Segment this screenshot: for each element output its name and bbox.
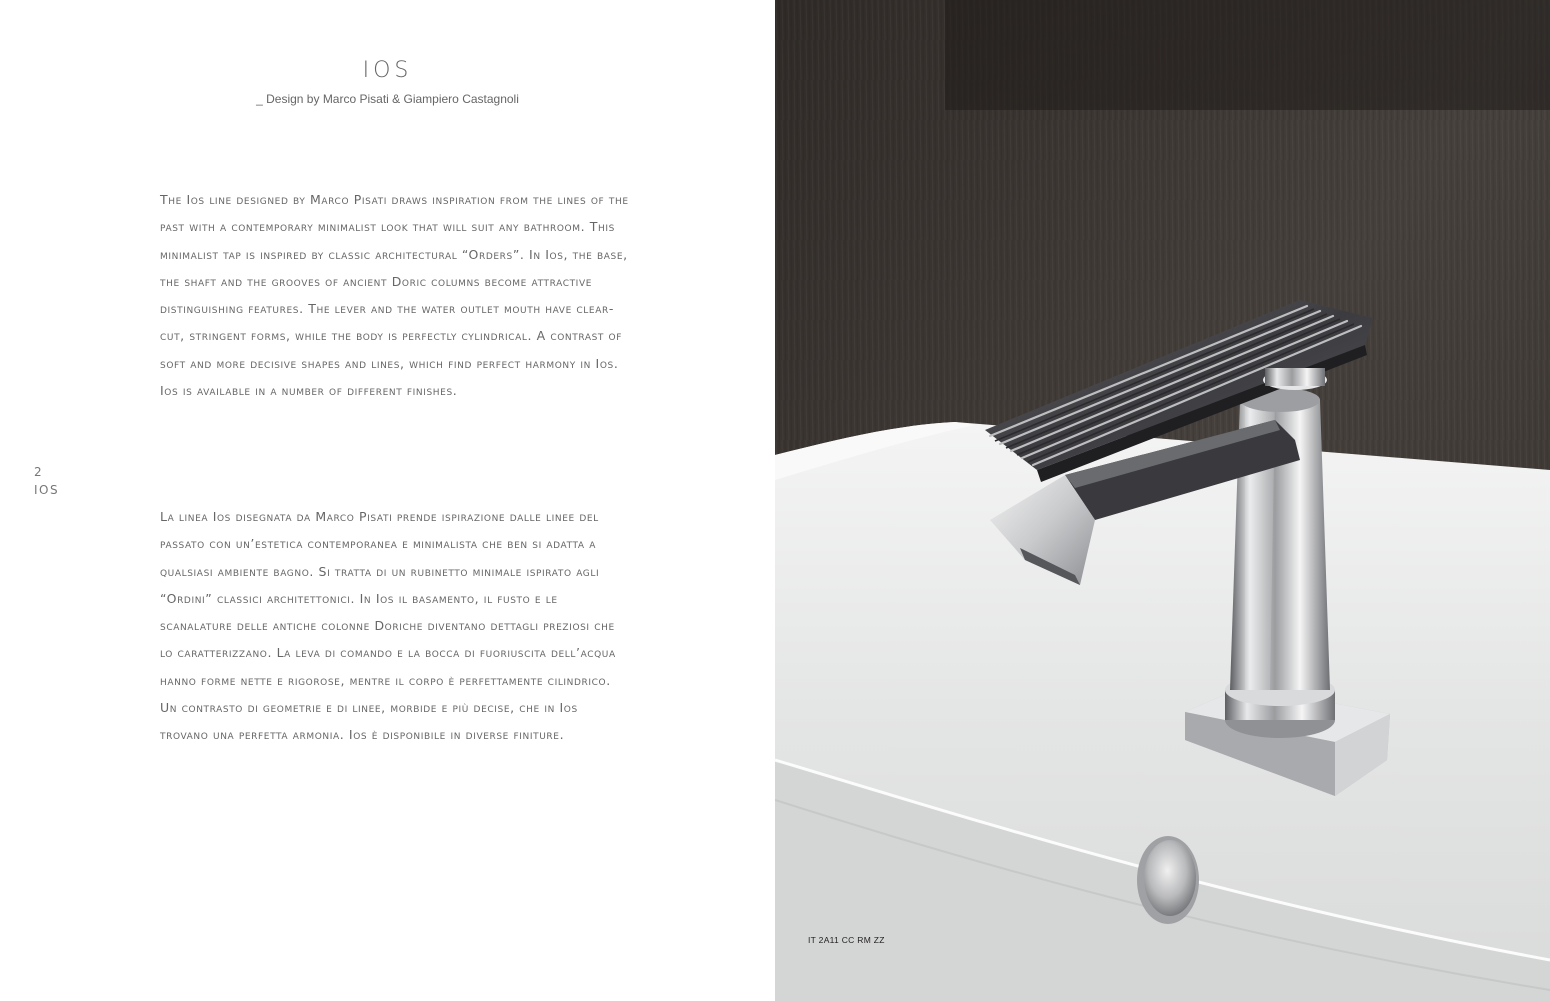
page-number: 2 bbox=[34, 465, 44, 479]
page-marker bbox=[34, 463, 59, 499]
designer-credit: _ Design by Marco Pisati & Giampiero Castagnoli bbox=[256, 92, 519, 106]
page-title: IOS bbox=[362, 58, 413, 83]
section-label: IOS bbox=[34, 483, 60, 497]
paragraph-english: The Ios line designed by Marco Pisati draws inspiration from the lines of the past with a contemporary minimalist look that will suit any bathroom. This minimalist tap is inspired by classic architectural “Orders”. In Ios, the base, the shaft and the grooves of ancient Doric columns become attractive distinguishing features. The lever and the water outlet mouth have clear-cut, stringent forms, while the body is perfectly cylindrical. A contrast of soft and more decisive shapes and lines, which find perfect harmony in Ios. Ios is available in a number of different finishes. bbox=[160, 192, 629, 399]
product-code: IT 2A11 CC RM ZZ bbox=[808, 935, 885, 945]
paragraph-italian: La linea Ios disegnata da Marco Pisati prende ispirazione dalle linee del passato con un’estetica contemporanea e minimalista che ben si adatta a qualsiasi ambiente bagno. Si tratta di un rubinetto minimale ispirato agli “Ordini” classici architettonici. In Ios il basamento, il fusto e le scanalature delle antiche colonne Doriche diventano dettagli preziosi che lo caratterizzano. La leva di comando e la bocca di fuoriuscita dell’acqua hanno forme nette e rigorose, mentre il corpo è perfettamente cilindrico. Un contrasto di geometrie e di linee, morbide e più decise, che in Ios trovano una perfetta armonia. Ios è disponibile in diverse finiture. bbox=[160, 509, 616, 743]
product-photo bbox=[775, 0, 1550, 1001]
faucet-photo-illustration bbox=[775, 0, 1550, 1001]
